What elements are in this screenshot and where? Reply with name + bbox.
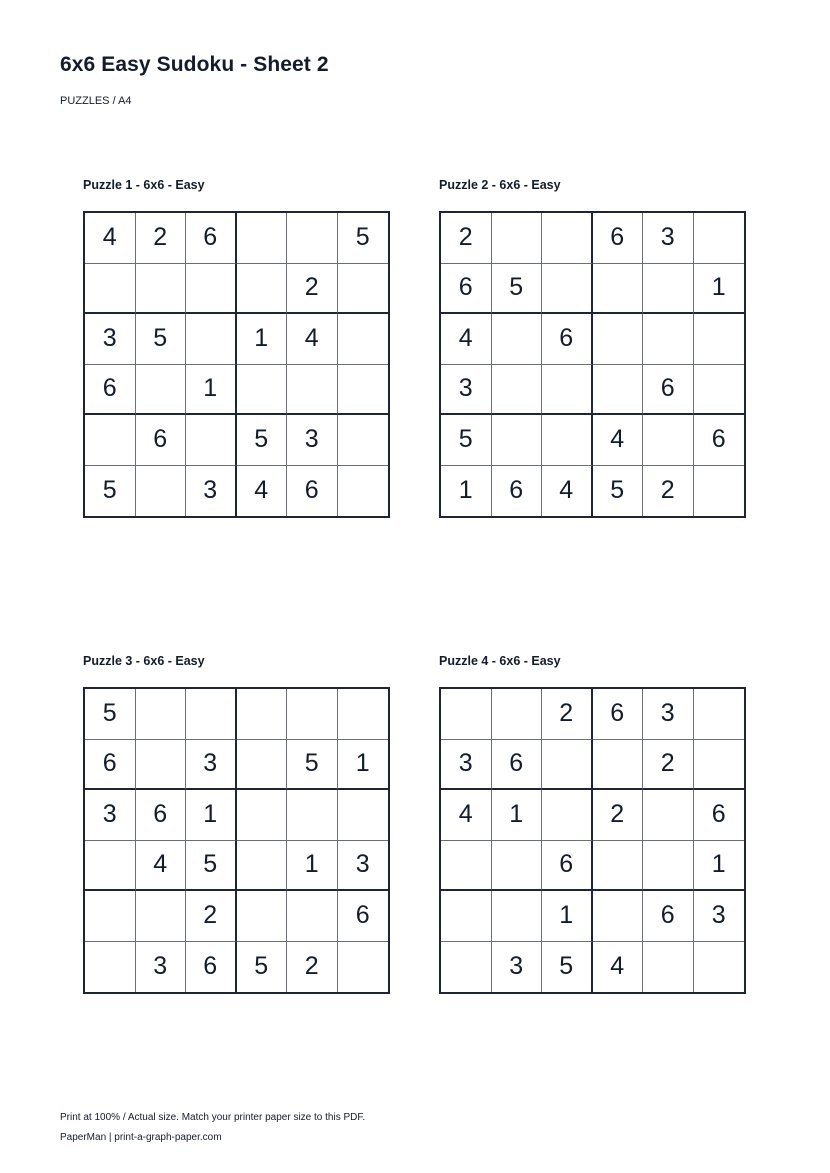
puzzle-title: Puzzle 3 - 6x6 - Easy [83,654,205,668]
sudoku-cell: 6 [593,213,644,264]
sudoku-cell[interactable] [643,790,694,841]
sudoku-cell[interactable] [287,790,338,841]
sudoku-cell[interactable] [593,264,644,315]
sudoku-cell: 6 [441,264,492,315]
sudoku-cell: 3 [492,942,543,993]
puzzle-title: Puzzle 2 - 6x6 - Easy [439,178,561,192]
sudoku-cell[interactable] [85,264,136,315]
sudoku-cell: 3 [287,415,338,466]
sudoku-cell[interactable] [694,942,745,993]
sudoku-cell[interactable] [441,689,492,740]
sudoku-cell[interactable] [136,466,187,517]
sudoku-cell[interactable] [237,264,288,315]
sudoku-cell: 1 [237,314,288,365]
sudoku-cell: 1 [186,790,237,841]
sudoku-cell: 3 [643,689,694,740]
sudoku-cell: 6 [542,841,593,892]
puzzle-1 [83,178,393,518]
sudoku-cell: 1 [694,264,745,315]
sudoku-cell[interactable] [186,689,237,740]
sudoku-cell: 4 [441,790,492,841]
sudoku-cell: 3 [85,790,136,841]
sudoku-cell: 2 [287,264,338,315]
sudoku-cell: 3 [441,365,492,416]
sudoku-cell[interactable] [492,213,543,264]
sudoku-cell[interactable] [694,365,745,416]
sudoku-cell: 5 [85,689,136,740]
sudoku-cell: 3 [136,942,187,993]
sudoku-cell: 5 [85,466,136,517]
sudoku-cell: 6 [287,466,338,517]
sudoku-cell[interactable] [593,365,644,416]
sudoku-cell[interactable] [694,740,745,791]
sudoku-cell[interactable] [338,942,389,993]
puzzle-3 [83,654,393,994]
sudoku-cell: 3 [441,740,492,791]
sudoku-grid [439,211,746,518]
sudoku-cell[interactable] [643,415,694,466]
sudoku-cell: 1 [441,466,492,517]
sudoku-cell: 6 [85,740,136,791]
sudoku-cell: 4 [593,415,644,466]
sudoku-cell[interactable] [593,841,644,892]
sudoku-cell[interactable] [593,314,644,365]
sudoku-cell: 6 [492,740,543,791]
sudoku-cell: 4 [593,942,644,993]
sudoku-cell: 4 [441,314,492,365]
sudoku-cell: 1 [694,841,745,892]
sudoku-cell[interactable] [694,314,745,365]
sudoku-cell[interactable] [237,740,288,791]
sudoku-cell[interactable] [643,942,694,993]
sudoku-cell[interactable] [643,264,694,315]
sudoku-cell[interactable] [136,264,187,315]
sudoku-grid [439,687,746,994]
sudoku-cell: 3 [643,213,694,264]
sudoku-cell[interactable] [694,213,745,264]
sudoku-cell[interactable] [643,314,694,365]
sudoku-cell[interactable] [441,891,492,942]
sudoku-cell[interactable] [492,841,543,892]
sudoku-cell[interactable] [593,740,644,791]
sudoku-cell[interactable] [492,891,543,942]
sudoku-grid [83,211,390,518]
sudoku-cell[interactable] [186,264,237,315]
sudoku-cell: 6 [694,790,745,841]
sudoku-cell[interactable] [237,689,288,740]
sudoku-cell: 6 [542,314,593,365]
sudoku-cell: 5 [593,466,644,517]
sudoku-cell: 2 [186,891,237,942]
sudoku-cell: 6 [136,790,187,841]
sudoku-cell: 6 [186,942,237,993]
sudoku-cell[interactable] [136,365,187,416]
sudoku-cell[interactable] [441,841,492,892]
sudoku-cell[interactable] [287,365,338,416]
sudoku-grid [83,687,390,994]
sudoku-cell: 3 [338,841,389,892]
sudoku-cell: 6 [338,891,389,942]
sudoku-cell: 3 [186,740,237,791]
sudoku-cell: 6 [186,213,237,264]
sudoku-cell[interactable] [85,415,136,466]
puzzle-4 [439,654,749,994]
puzzle-title: Puzzle 4 - 6x6 - Easy [439,654,561,668]
sudoku-cell: 5 [136,314,187,365]
sudoku-cell: 6 [643,365,694,416]
sudoku-cell: 2 [441,213,492,264]
sudoku-cell[interactable] [237,841,288,892]
puzzle-title: Puzzle 1 - 6x6 - Easy [83,178,205,192]
sudoku-cell[interactable] [237,213,288,264]
sudoku-cell[interactable] [338,264,389,315]
sudoku-cell: 2 [287,942,338,993]
sudoku-cell: 2 [136,213,187,264]
sudoku-cell: 3 [186,466,237,517]
sudoku-cell[interactable] [287,689,338,740]
sudoku-cell: 2 [542,689,593,740]
sudoku-cell: 1 [492,790,543,841]
sudoku-cell: 6 [593,689,644,740]
page-title: 6x6 Easy Sudoku - Sheet 2 [60,53,329,76]
sudoku-cell: 5 [492,264,543,315]
sudoku-cell: 5 [237,942,288,993]
sudoku-cell: 4 [85,213,136,264]
sudoku-cell: 2 [643,466,694,517]
footer-note: Print at 100% / Actual size. Match your printer paper size to this PDF. [60,1112,366,1123]
sudoku-cell[interactable] [593,891,644,942]
sudoku-cell: 1 [542,891,593,942]
sudoku-cell[interactable] [492,689,543,740]
sudoku-cell: 6 [492,466,543,517]
sudoku-cell[interactable] [492,365,543,416]
sudoku-cell[interactable] [136,689,187,740]
sudoku-cell[interactable] [441,942,492,993]
sudoku-cell[interactable] [237,891,288,942]
sudoku-cell: 4 [542,466,593,517]
sudoku-cell[interactable] [85,841,136,892]
sudoku-cell[interactable] [492,415,543,466]
puzzle-2 [439,178,749,518]
sudoku-cell[interactable] [542,365,593,416]
sudoku-cell[interactable] [85,891,136,942]
sudoku-cell[interactable] [186,415,237,466]
sudoku-cell: 4 [287,314,338,365]
sudoku-cell[interactable] [643,841,694,892]
sudoku-cell[interactable] [338,466,389,517]
sudoku-cell: 6 [136,415,187,466]
sudoku-cell: 5 [287,740,338,791]
sudoku-cell[interactable] [237,790,288,841]
sudoku-cell: 1 [338,740,389,791]
sudoku-cell[interactable] [542,415,593,466]
sudoku-cell[interactable] [186,314,237,365]
sudoku-cell: 5 [338,213,389,264]
sudoku-cell: 6 [694,415,745,466]
sudoku-cell[interactable] [85,942,136,993]
sudoku-cell: 2 [593,790,644,841]
sudoku-cell[interactable] [542,213,593,264]
sudoku-cell: 4 [136,841,187,892]
sudoku-cell[interactable] [542,790,593,841]
sudoku-cell: 3 [85,314,136,365]
sudoku-cell[interactable] [492,314,543,365]
sudoku-cell[interactable] [136,740,187,791]
sudoku-cell[interactable] [136,891,187,942]
sudoku-cell[interactable] [287,213,338,264]
page-subtitle: PUZZLES / A4 [60,95,132,107]
sudoku-cell[interactable] [338,314,389,365]
sudoku-cell[interactable] [694,466,745,517]
sudoku-cell[interactable] [338,790,389,841]
sudoku-cell: 5 [542,942,593,993]
footer-brand: PaperMan | print-a-graph-paper.com [60,1132,222,1143]
sudoku-cell[interactable] [338,415,389,466]
sudoku-cell[interactable] [338,365,389,416]
sudoku-cell: 5 [237,415,288,466]
sudoku-cell: 4 [237,466,288,517]
sudoku-cell[interactable] [542,740,593,791]
sudoku-cell[interactable] [287,891,338,942]
sudoku-cell: 6 [85,365,136,416]
sudoku-cell: 1 [186,365,237,416]
sudoku-cell: 5 [441,415,492,466]
sudoku-cell: 6 [643,891,694,942]
sudoku-cell: 2 [643,740,694,791]
sudoku-cell[interactable] [237,365,288,416]
sudoku-cell[interactable] [694,689,745,740]
sudoku-cell[interactable] [338,689,389,740]
sudoku-cell: 3 [694,891,745,942]
sudoku-cell: 5 [186,841,237,892]
sudoku-cell[interactable] [542,264,593,315]
sudoku-cell: 1 [287,841,338,892]
